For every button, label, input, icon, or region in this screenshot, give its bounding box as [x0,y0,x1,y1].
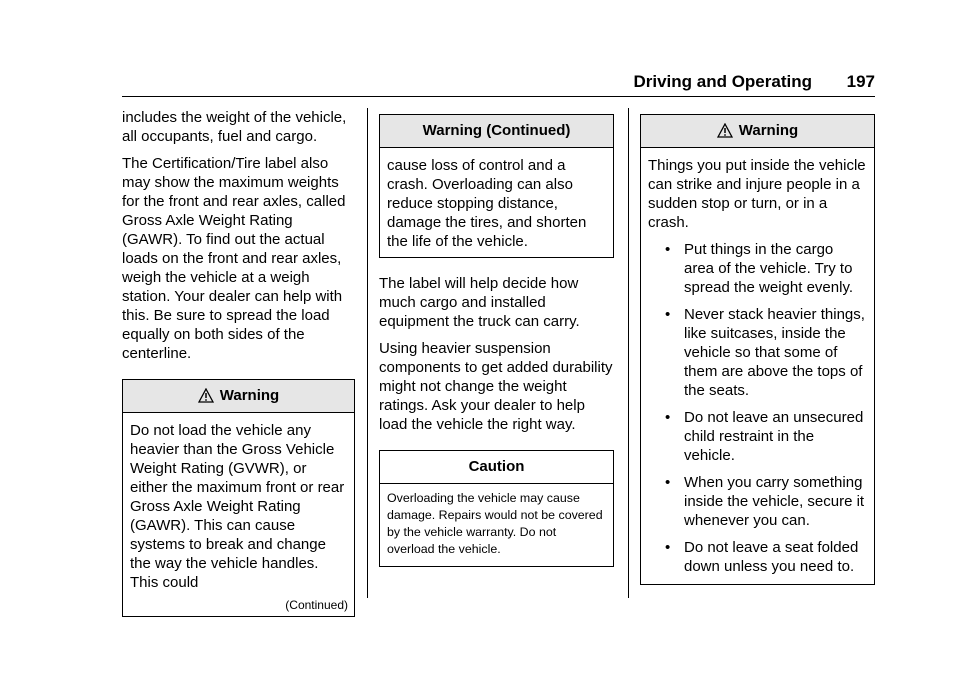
warning-title: Warning [738,122,799,139]
warning-intro: Things you put inside the vehicle can strike and injure people in a sudden stop or turn, or in a crash. [648,157,866,231]
caution-header: Caution [380,451,613,484]
warning-header [641,115,874,148]
caution-body: Overloading the vehicle may cause damage. Repairs would not be covered by the vehicle warranty. Do not overload the vehicle. [387,491,603,556]
warning-continued-header: Warning (Continued) [380,115,613,148]
list-item: • Never stack heavier things, like suitcases, inside the vehicle so that some of them are above the tops of the seats. [665,306,865,399]
page-number: 197 [846,72,875,91]
column-2 [379,108,614,567]
column-3 [640,108,875,585]
warning-title: Warning [219,387,280,404]
warning-body: Do not load the vehicle any heavier than the Gross Vehicle Weight Rating (GVWR), or either the maximum front or rear Gross Axle Weight Rating (GAWR). This can cause systems to break and change the way the vehicle handles. This could [130,422,345,591]
caution-box [379,450,614,567]
list-item: • Do not leave a seat folded down unless you need to. [665,539,859,575]
bullet-list [648,240,867,576]
warning-box [122,379,355,617]
column-divider-1 [367,108,368,598]
warning-continued-body: cause loss of control and a crash. Overloading can also reduce stopping distance, damage the tires, and shorten the life of the vehicle. [387,157,587,250]
paragraph: The Certification/Tire label also may show the maximum weights for the front and rear axles, called Gross Axle Weight Rating (GAWR). To find out the actual loads on the front and rear axles, weigh the vehicle at a weigh station. Your dealer can help with this. Be sure to spread the load equally on both sides of the centerline. [122,155,346,362]
section-title: Driving and Operating [633,72,812,91]
page-header [0,70,960,94]
continued-label: (Continued) [285,598,348,612]
bullet-dot: • [665,409,671,426]
warning-continued-box [379,114,614,258]
paragraph: The label will help decide how much cargo and installed equipment the truck can carry. [379,275,580,330]
header-rule [122,96,875,97]
warning-triangle-icon [198,383,214,415]
bullet-dot: • [665,539,671,556]
list-item: • Do not leave an unsecured child restraint in the vehicle. [665,409,864,464]
list-item: • Put things in the cargo area of the vehicle. Try to spread the weight evenly. [665,241,853,296]
warning-header [123,380,354,413]
list-item: • When you carry something inside the vehicle, secure it whenever you can. [665,474,865,529]
bullet-dot: • [665,474,671,491]
warning-body [641,148,874,584]
paragraph: includes the weight of the vehicle, all occupants, fuel and cargo. [122,109,347,145]
bullet-dot: • [665,241,671,258]
column-1 [122,108,355,617]
warning-box [640,114,875,585]
paragraph: Using heavier suspension components to get added durability might not change the weight ratings. Ask your dealer to help load the vehicle the right way. [379,340,613,433]
warning-triangle-icon [717,118,733,150]
column-divider-2 [628,108,629,598]
bullet-dot: • [665,306,671,323]
